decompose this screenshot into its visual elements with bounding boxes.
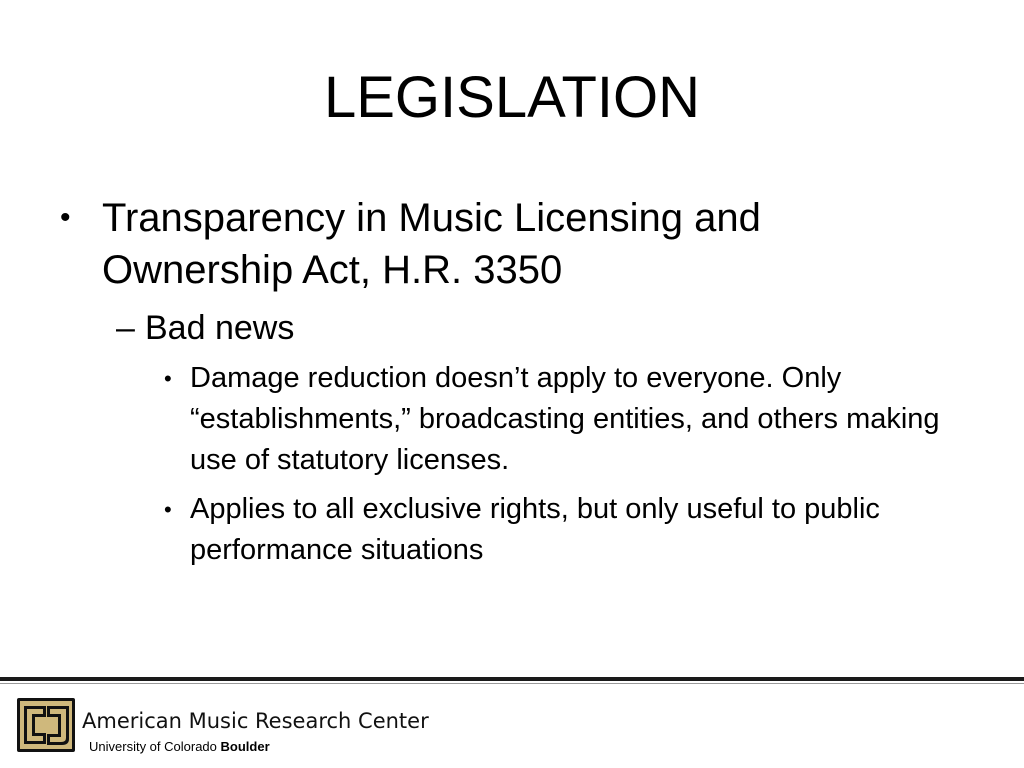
bullet-marker: •	[164, 497, 172, 522]
cu-logo-icon	[16, 697, 76, 753]
bullet-marker: •	[60, 201, 71, 234]
slide-title: LEGISLATION	[323, 65, 701, 130]
university-campus: Boulder	[220, 739, 270, 754]
dash-marker: –	[116, 309, 135, 347]
bullet-text: Damage reduction doesn’t apply to everyone. Only “establishments,” broadcasting entities, and others making use of statutory licenses.	[190, 362, 940, 476]
university-name	[89, 739, 270, 755]
university-prefix: University of Colorado	[89, 739, 217, 754]
org-name: American Music Research Center	[82, 709, 429, 733]
bullet-text: Applies to all exclusive rights, but only useful to public performance situations	[190, 493, 880, 566]
footer-divider-thin	[0, 683, 1024, 684]
footer-divider	[0, 677, 1024, 681]
bullet-marker: •	[164, 366, 172, 391]
bullet-text: Transparency in Music Licensing and Ownership Act, H.R. 3350	[102, 196, 761, 292]
bullet-text: Bad news	[145, 309, 295, 347]
